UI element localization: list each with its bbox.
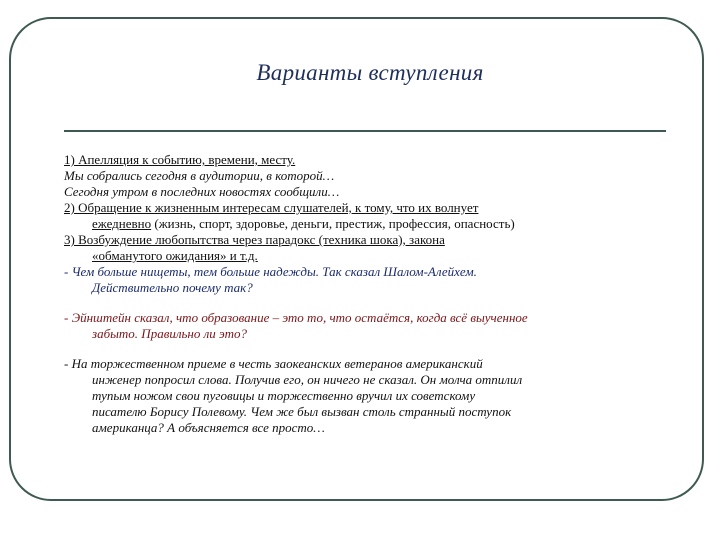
- example-c-line1: - На торжественном приеме в честь заокеанских ветеранов американский: [64, 356, 483, 371]
- item1-example1: Мы собрались сегодня в аудитории, в которой…: [64, 168, 335, 183]
- item2-line1: 2) Обращение к жизненным интересам слушателей, к тому, что их волнует: [64, 200, 479, 215]
- example-c-line2: инженер попросил слова. Получив его, он ничего не сказал. Он молча отпилил: [92, 372, 523, 387]
- slide-content: [64, 152, 694, 436]
- item2-line2: [64, 216, 694, 232]
- example-a-line1: - Чем больше нищеты, тем больше надежды. Так сказал Шалом-Алейхем.: [64, 264, 477, 279]
- slide-title: Варианты вступления: [256, 60, 484, 85]
- spacer: [64, 296, 694, 310]
- example-c-line4: писателю Борису Полевому. Чем же был вызван столь странный поступок: [92, 404, 512, 419]
- item2-underlined-word: ежедневно: [92, 216, 152, 231]
- example-b-line1: - Эйнштейн сказал, что образование – это то, что остаётся, когда всё выученное: [64, 310, 528, 325]
- item3-line2: «обманутого ожидания» и т.д.: [92, 248, 258, 263]
- example-c-line3: тупым ножом свои пуговицы и торжественно вручил их советскому: [92, 388, 476, 403]
- example-a-line2: Действительно почему так?: [92, 280, 253, 295]
- item1-heading: 1) Апелляция к событию, времени, месту.: [64, 152, 296, 167]
- example-c-line5: американца? А объясняется все просто…: [92, 420, 325, 435]
- item3-line1: 3) Возбуждение любопытства через парадокс (техника шока), закона: [64, 232, 445, 247]
- spacer: [64, 342, 694, 356]
- item2-line2-rest: (жизнь, спорт, здоровье, деньги, престиж, профессия, опасность): [151, 216, 515, 231]
- example-b-line2: забыто. Правильно ли это?: [92, 326, 247, 341]
- title-divider: [64, 130, 666, 132]
- item1-example2: Сегодня утром в последних новостях сообщили…: [64, 184, 340, 199]
